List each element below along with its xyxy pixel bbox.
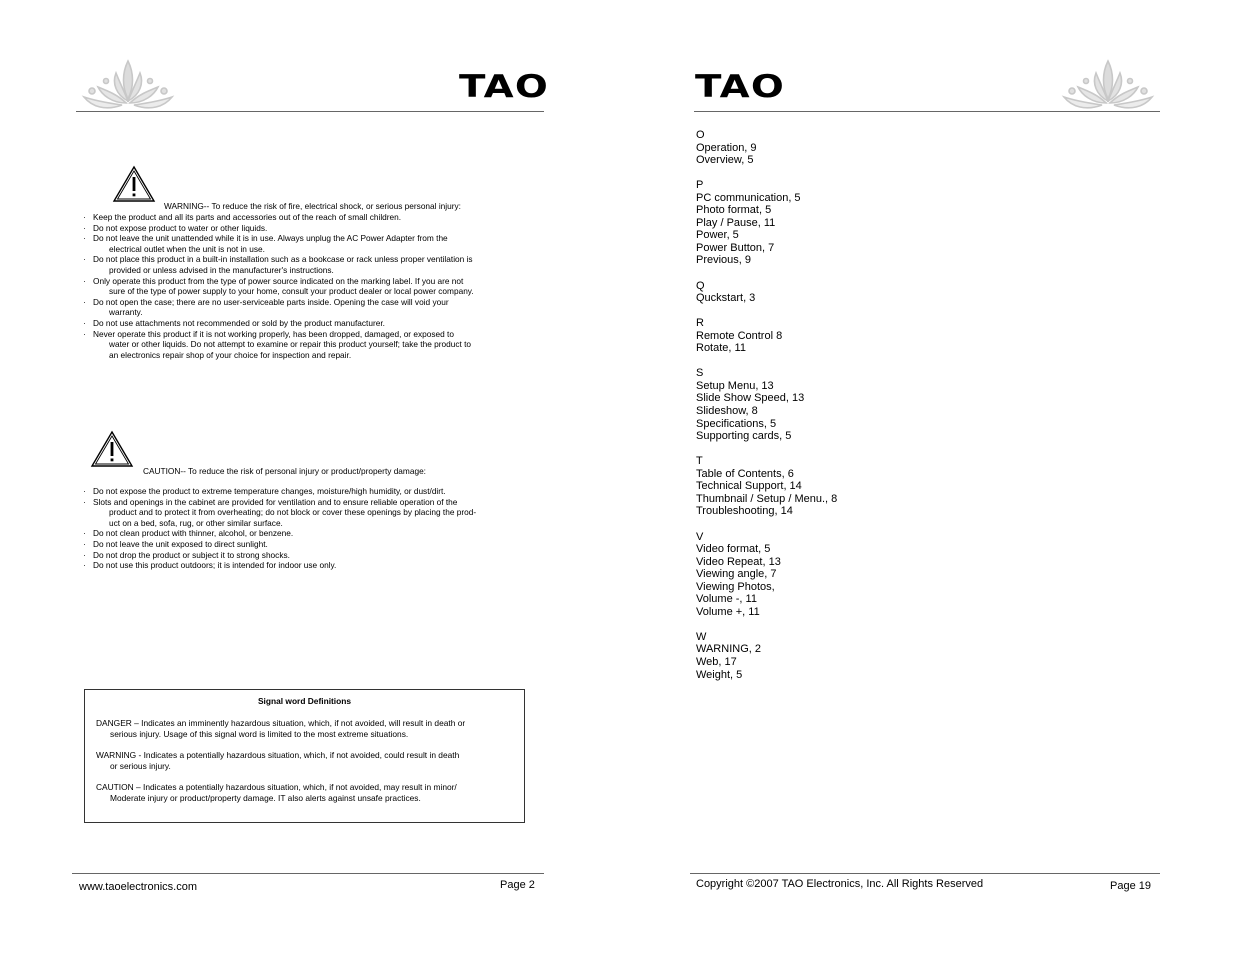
index-entry: Photo format, 5 <box>696 204 772 217</box>
index-entry: Viewing Photos, <box>696 580 775 593</box>
index-entry: Web, 17 <box>696 655 737 668</box>
index-entry: Technical Support, 14 <box>696 480 802 493</box>
footer-rule <box>72 873 544 874</box>
index-entry: Volume -, 11 <box>696 593 757 606</box>
list-item: · Do not use attachments not recommended or sold by the product manufacturer. <box>83 317 385 328</box>
index-group-v <box>696 531 996 619</box>
index-letter: V <box>696 530 704 543</box>
index-entry: Supporting cards, 5 <box>696 430 792 443</box>
index-entry: Quckstart, 3 <box>696 292 756 305</box>
list-item: · Do not leave the unit unattended while it is in use. Always unplug the AC Power Adapter from the electrical outlet when the unit is not in use. <box>83 233 448 254</box>
footer-copyright: Copyright ©2007 TAO Electronics, Inc. All Rights Reserved <box>696 878 984 890</box>
list-item: · Do not clean product with thinner, alcohol, or benzene. <box>83 528 294 539</box>
floral-ornament-icon <box>1056 57 1160 113</box>
index-letter: T <box>696 455 703 468</box>
index-entry: Thumbnail / Setup / Menu., 8 <box>696 492 838 505</box>
signal-box-title: Signal word Definitions <box>257 696 352 706</box>
index-entry: Table of Contents, 6 <box>696 467 794 480</box>
list-item: · Do not open the case; there are no user-serviceable parts inside. Opening the case will void your warranty. <box>83 296 449 318</box>
footer-page-number: Page 2 <box>500 879 535 891</box>
signal-word-box <box>84 689 525 823</box>
list-item: · Never operate this product if it is not working properly, has been dropped, damaged, or exposed to water or other liquids. Do not attempt to examine or repair this product yourself; take the product to an electronics repair shop of your choice for inspection and repair. <box>83 328 472 360</box>
list-item: · Only operate this product from the type of power source indicated on the marking label. If you are not sure of the type of power supply to your home, consult your product dealer or local power company. <box>83 275 474 297</box>
index-entry: Video Repeat, 13 <box>696 555 781 568</box>
index-entry: Setup Menu, 13 <box>696 379 774 392</box>
footer-website: www.taoelectronics.com <box>79 881 197 893</box>
header-rule <box>76 111 544 112</box>
index-letter: W <box>696 630 707 643</box>
index-group-p <box>696 179 996 267</box>
list-item: · Do not use this product outdoors; it is intended for indoor use only. <box>83 560 337 571</box>
definition-caution: CAUTION – Indicates a potentially hazardous situation, which, if not avoided, may result in minor/ Moderate injury or product/property damage. IT also alerts against unsafe practices. <box>96 781 457 803</box>
index-group-w <box>696 631 996 681</box>
index-letter: P <box>696 179 704 192</box>
footer-rule <box>690 873 1160 874</box>
index-entry: WARNING, 2 <box>696 643 761 656</box>
warning-triangle-icon <box>90 430 134 468</box>
list-item: · Do not place this product in a built-in installation such as a bookcase or rack unless proper ventilation is provided or unless advised in the manufacturer's instructions. <box>83 254 473 275</box>
caution-list <box>83 486 533 571</box>
list-item: · Keep the product and all its parts and accessories out of the reach of small children. <box>83 212 402 222</box>
warning-triangle-icon <box>112 165 156 203</box>
index-entry: Video format, 5 <box>696 543 771 556</box>
list-item: · Do not expose the product to extreme temperature changes, moisture/high humidity, or dust/dirt. <box>83 486 446 496</box>
index-entry: Operation, 9 <box>696 141 757 154</box>
list-item: · Do not drop the product or subject it to strong shocks. <box>83 549 290 560</box>
index-entry: Previous, 9 <box>696 254 752 267</box>
definition-danger: DANGER – Indicates an imminently hazardous situation, which, if not avoided, will result in death or serious injury. Usage of this signal word is limited to the most extreme situations. <box>96 717 466 739</box>
index-letter: O <box>696 129 705 141</box>
index-group-o <box>696 129 996 167</box>
index-letter: Q <box>696 279 705 292</box>
index-list <box>696 129 996 694</box>
tao-logo: TAO <box>695 69 786 105</box>
index-entry: PC communication, 5 <box>696 191 801 204</box>
index-entry: Volume +, 11 <box>696 605 760 618</box>
floral-ornament-icon <box>76 57 180 113</box>
index-letter: R <box>696 317 704 330</box>
footer-page-number: Page 19 <box>1110 880 1151 892</box>
index-entry: Troubleshooting, 14 <box>696 505 793 518</box>
list-item: · Slots and openings in the cabinet are provided for ventilation and to ensure reliable operation of the product and to protect it from overheating; do not block or cover these openings by placing the prod- uct on a bed, sofa, rug, or other similar surface. <box>83 496 477 528</box>
list-item: · Do not expose product to water or other liquids. <box>83 222 268 233</box>
index-group-q <box>696 280 996 305</box>
caution-heading: CAUTION-- To reduce the risk of personal injury or product/property damage: <box>143 466 426 476</box>
warning-heading: WARNING-- To reduce the risk of fire, electrical shock, or serious personal injury: <box>164 201 461 211</box>
definition-warning: WARNING - Indicates a potentially hazardous situation, which, if not avoided, could result in death or serious injury. <box>96 749 460 771</box>
index-entry: Rotate, 11 <box>696 342 746 355</box>
index-entry: Viewing angle, 7 <box>696 568 777 581</box>
index-entry: Slide Show Speed, 13 <box>696 392 805 405</box>
index-entry: Overview, 5 <box>696 154 754 167</box>
warning-list <box>83 212 533 360</box>
index-group-s <box>696 367 996 442</box>
header-rule <box>694 111 1160 112</box>
index-entry: Power, 5 <box>696 229 739 242</box>
index-entry: Play / Pause, 11 <box>696 216 776 229</box>
index-entry: Specifications, 5 <box>696 417 777 430</box>
tao-logo: TAO <box>459 69 550 105</box>
list-item: · Do not leave the unit exposed to direct sunlight. <box>83 538 268 549</box>
index-letter: S <box>696 367 704 380</box>
index-entry: Power Button, 7 <box>696 241 775 254</box>
index-entry: Slideshow, 8 <box>696 405 758 418</box>
index-entry: Remote Control 8 <box>696 329 783 342</box>
index-group-t <box>696 455 996 518</box>
index-group-r <box>696 317 996 355</box>
index-entry: Weight, 5 <box>696 668 743 681</box>
